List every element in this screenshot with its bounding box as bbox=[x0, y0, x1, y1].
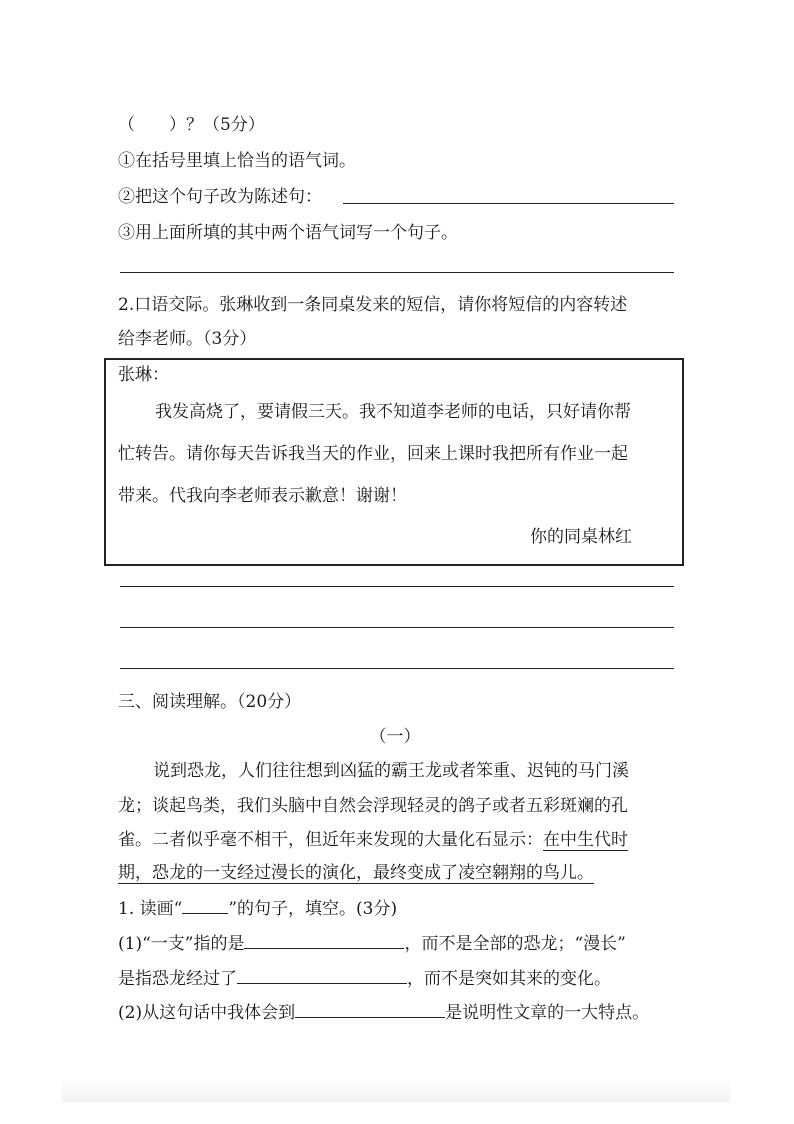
blank-line bbox=[244, 930, 404, 949]
blank-line bbox=[295, 999, 445, 1018]
question-3-1-stem-b: ”的句子，填空。(3分) bbox=[228, 899, 398, 919]
sample-underline bbox=[182, 895, 228, 914]
question-continuation: （ ）？（5分） bbox=[118, 115, 265, 135]
message-body-line-1: 我发高烧了，要请假三天。我不知道李老师的电话，只好请你帮 bbox=[155, 402, 631, 422]
sub-question-1: ①在括号里填上恰当的语气词。 bbox=[118, 151, 356, 171]
fill-in-2-a: 是指恐龙经过了 bbox=[118, 969, 237, 989]
message-signature: 你的同桌林红 bbox=[530, 527, 632, 547]
fill-in-1-b: ，而不是全部的恐龙；“漫长” bbox=[404, 934, 626, 954]
answer-line bbox=[120, 272, 674, 273]
answer-line bbox=[120, 627, 674, 628]
fill-in-3-b: 是说明性文章的一大特点。 bbox=[445, 1003, 650, 1023]
section-heading: 三、阅读理解。（20分） bbox=[118, 692, 302, 712]
fill-in-2 bbox=[118, 965, 678, 990]
question-2-line-2: 给李老师。（3分） bbox=[118, 329, 257, 349]
message-salutation: 张琳： bbox=[118, 365, 169, 385]
question-2-line-1: 2.口语交际。张琳收到一条同桌发来的短信，请你将短信的内容转述 bbox=[118, 295, 628, 315]
message-body-line-3: 带来。代我向李老师表示歉意！谢谢！ bbox=[118, 486, 407, 506]
fill-in-1-a: (1)“一支”指的是 bbox=[118, 934, 245, 954]
blank-line bbox=[237, 965, 407, 984]
answer-line bbox=[120, 668, 674, 669]
fill-in-3-a: (2)从这句话中我体会到 bbox=[118, 1003, 296, 1023]
fill-in-3 bbox=[118, 999, 678, 1024]
passage-line-4 bbox=[118, 862, 678, 884]
underlined-sentence-start: 在中生代时 bbox=[543, 830, 628, 850]
passage-number: （一） bbox=[369, 727, 421, 747]
fill-in-2-b: ，而不是突如其来的变化。 bbox=[407, 969, 611, 989]
sub-question-2 bbox=[118, 186, 678, 208]
passage-line-2: 龙；谈起鸟类，我们头脑中自然会浮现轻灵的鸽子或者五彩斑斓的孔 bbox=[118, 796, 628, 816]
question-3-1-stem bbox=[118, 895, 678, 920]
sub-question-3: ③用上面所填的其中两个语气词写一个句子。 bbox=[118, 223, 458, 243]
underlined-sentence-end: 期，恐龙的一支经过漫长的演化，最终变成了凌空翱翔的鸟儿。 bbox=[118, 863, 594, 883]
answer-line bbox=[343, 203, 674, 204]
answer-line bbox=[120, 586, 674, 587]
question-3-1-stem-a: 1. 读画“ bbox=[118, 899, 183, 919]
sub-question-2-text: ②把这个句子改为陈述句： bbox=[118, 187, 322, 207]
fill-in-1 bbox=[118, 930, 678, 955]
message-body-line-2: 忙转告。请你每天告诉我当天的作业，回来上课时我把所有作业一起 bbox=[118, 444, 628, 464]
passage-line-1: 说到恐龙，人们往往想到凶猛的霸王龙或者笨重、迟钝的马门溪 bbox=[153, 761, 629, 781]
scan-edge-shadow bbox=[62, 1078, 730, 1102]
passage-line-3-text: 雀。二者似乎毫不相干，但近年来发现的大量化石显示： bbox=[118, 830, 543, 850]
passage-line-3 bbox=[118, 829, 678, 851]
